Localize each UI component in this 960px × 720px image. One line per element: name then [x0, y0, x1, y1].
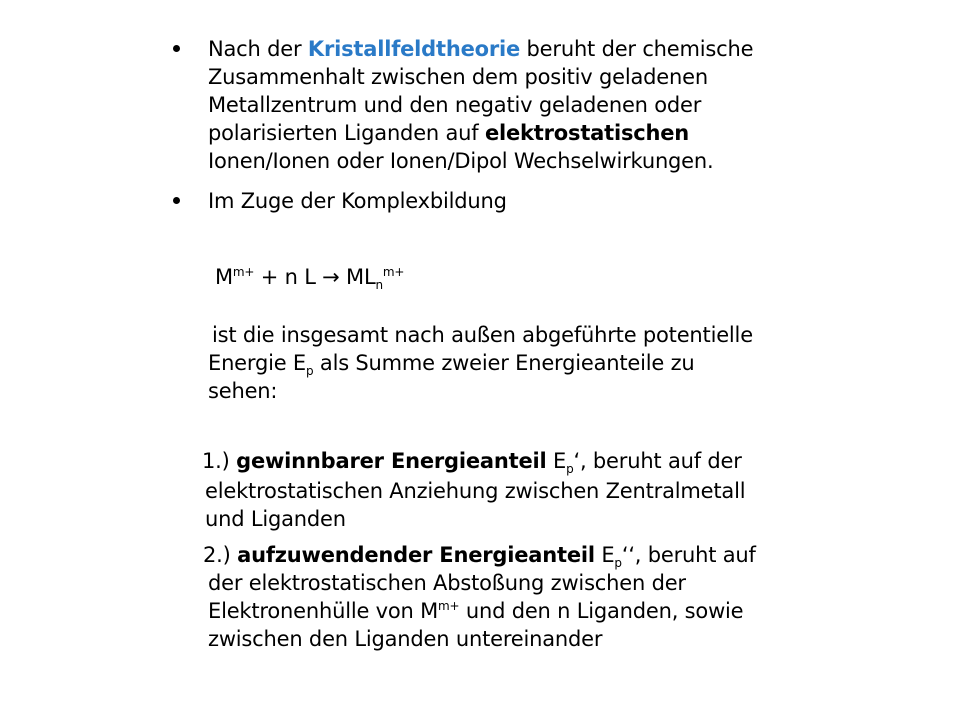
- charge-superscript: m+: [438, 599, 460, 613]
- text: und den n Liganden, sowie: [459, 599, 744, 623]
- item-2-line-2: der elektrostatischen Abstoßung zwischen der: [208, 571, 686, 595]
- bullet-1-line-2: Zusammenhalt zwischen dem positiv geladenen: [208, 65, 708, 89]
- para-line-3: sehen:: [208, 379, 278, 403]
- text: ‘, beruht auf der: [573, 449, 742, 473]
- bullet-1-line-3: Metallzentrum und den negativ geladenen oder: [208, 93, 702, 117]
- bullet-1-line-4: [208, 119, 689, 147]
- energy-subscript: p: [566, 462, 574, 476]
- item-number: 1.): [202, 449, 237, 473]
- text: beruht der chemische: [520, 37, 754, 61]
- equation-middle: + n L → ML: [254, 265, 376, 289]
- text: als Summe zweier Energieanteile zu: [313, 351, 695, 375]
- text: Energie E: [208, 351, 306, 375]
- item-1-line-1: [202, 447, 742, 475]
- item-2-line-4: zwischen den Liganden untereinander: [208, 627, 603, 651]
- text: ‘‘, beruht auf: [621, 543, 756, 567]
- metal-symbol: M: [215, 265, 233, 289]
- bullet-2-line-1: Im Zuge der Komplexbildung: [208, 189, 507, 213]
- para-line-1: ist die insgesamt nach außen abgeführte potentielle: [212, 323, 753, 347]
- text: Nach der: [208, 37, 308, 61]
- bullet-1-line-5: Ionen/Ionen oder Ionen/Dipol Wechselwirkungen.: [208, 149, 714, 173]
- item-1-line-3: und Liganden: [205, 507, 346, 531]
- ligand-count-subscript: n: [375, 278, 383, 292]
- item-number: 2.): [203, 543, 238, 567]
- text: E: [546, 449, 567, 473]
- kristallfeldtheorie-term: Kristallfeldtheorie: [307, 37, 521, 61]
- energy-subscript: p: [306, 364, 314, 378]
- bold-term: aufzuwendender Energieanteil: [237, 543, 595, 567]
- item-2-line-1: [203, 541, 756, 569]
- item-2-line-3: [208, 597, 743, 625]
- bullet-1-line-1: [208, 35, 753, 63]
- reaction-equation: [215, 263, 404, 291]
- text: Elektronenhülle von M: [208, 599, 439, 623]
- bold-term: gewinnbarer Energieanteil: [236, 449, 547, 473]
- text: polarisierten Liganden auf: [208, 121, 485, 145]
- bullet-1-dot: [173, 45, 180, 52]
- charge-superscript: m+: [232, 265, 255, 279]
- text: E: [594, 543, 615, 567]
- item-1-line-2: elektrostatischen Anziehung zwischen Zentralmetall: [205, 479, 746, 503]
- para-line-2: [208, 349, 695, 377]
- bold-term: elektrostatischen: [484, 121, 690, 145]
- bullet-2-dot: [173, 197, 180, 204]
- complex-charge-superscript: m+: [382, 265, 405, 279]
- energy-subscript: p: [614, 556, 622, 570]
